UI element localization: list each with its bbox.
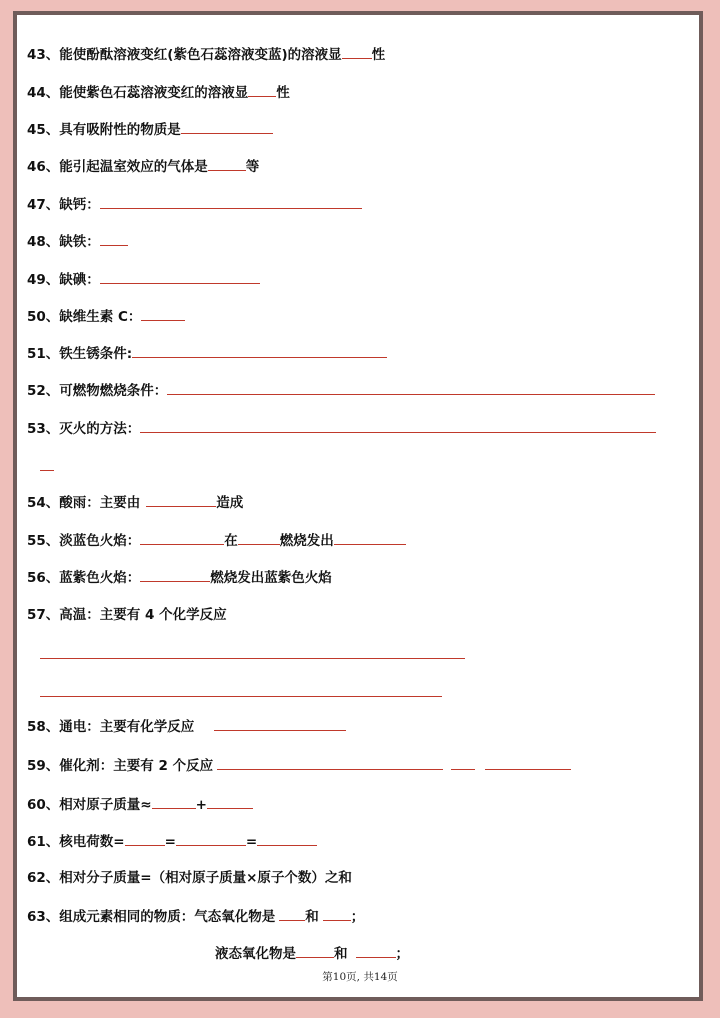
question-58: 58、通电：主要有化学反应	[27, 715, 346, 737]
question-59: 59、催化剂：主要有 2 个反应	[27, 754, 571, 776]
question-62: 62、相对分子质量=（相对原子质量×原子个数）之和	[27, 870, 352, 886]
question-56: 56、蓝紫色火焰： 燃烧发出蓝紫色火焰	[27, 566, 332, 588]
answer-blank[interactable]	[296, 942, 334, 958]
question-63-line-2: 液态氧化物是 和 ；	[215, 942, 409, 964]
question-53: 53、灭火的方法：	[27, 417, 656, 439]
question-57: 57、高温：主要有 4 个化学反应	[27, 607, 227, 623]
answer-blank[interactable]	[146, 491, 216, 507]
answer-blank[interactable]	[323, 905, 351, 921]
answer-blank[interactable]	[125, 830, 165, 846]
answer-blank[interactable]	[140, 417, 656, 433]
answer-blank[interactable]	[140, 529, 224, 545]
answer-blank[interactable]	[238, 529, 280, 545]
answer-blank[interactable]	[176, 830, 246, 846]
answer-blank[interactable]	[342, 43, 372, 59]
page-footer: 第10页, 共14页	[322, 971, 398, 983]
question-49: 49、缺碘：	[27, 268, 260, 290]
answer-blank[interactable]	[141, 305, 185, 321]
answer-blank[interactable]	[217, 754, 443, 770]
question-63: 63、组成元素相同的物质：气态氧化物是 和 ；	[27, 905, 364, 927]
answer-blank[interactable]	[257, 830, 317, 846]
answer-line[interactable]	[40, 470, 54, 471]
question-51: 51、铁生锈条件:	[27, 342, 387, 364]
question-45: 45、具有吸附性的物质是	[27, 118, 273, 140]
answer-blank[interactable]	[100, 268, 260, 284]
answer-blank[interactable]	[485, 754, 571, 770]
answer-blank[interactable]	[279, 905, 305, 921]
question-44: 44、能使紫色石蕊溶液变红的溶液显 性	[27, 81, 290, 103]
answer-blank[interactable]	[208, 155, 246, 171]
answer-line[interactable]	[40, 658, 465, 659]
answer-blank[interactable]	[207, 793, 253, 809]
answer-blank[interactable]	[451, 754, 475, 770]
question-55: 55、淡蓝色火焰： 在 燃烧发出	[27, 529, 406, 551]
answer-blank[interactable]	[100, 193, 362, 209]
answer-blank[interactable]	[181, 118, 273, 134]
answer-blank[interactable]	[248, 81, 276, 97]
question-47: 47、缺钙：	[27, 193, 362, 215]
answer-blank[interactable]	[132, 342, 387, 358]
question-43: 43、能使酚酞溶液变红(紫色石蕊溶液变蓝)的溶液显 性	[27, 43, 385, 65]
question-60: 60、相对原子质量≈ +	[27, 793, 253, 815]
question-54: 54、酸雨：主要由 造成	[27, 491, 243, 513]
answer-blank[interactable]	[356, 942, 396, 958]
answer-blank[interactable]	[140, 566, 210, 582]
question-61: 61、核电荷数= = =	[27, 830, 317, 852]
answer-blank[interactable]	[167, 379, 655, 395]
question-48: 48、缺铁：	[27, 230, 128, 252]
answer-blank[interactable]	[334, 529, 406, 545]
question-52: 52、可燃物燃烧条件：	[27, 379, 655, 401]
question-50: 50、缺维生素 C：	[27, 305, 185, 327]
answer-blank[interactable]	[214, 715, 346, 731]
question-46: 46、能引起温室效应的气体是 等	[27, 155, 259, 177]
answer-line[interactable]	[40, 696, 442, 697]
answer-blank[interactable]	[100, 230, 128, 246]
answer-blank[interactable]	[152, 793, 196, 809]
